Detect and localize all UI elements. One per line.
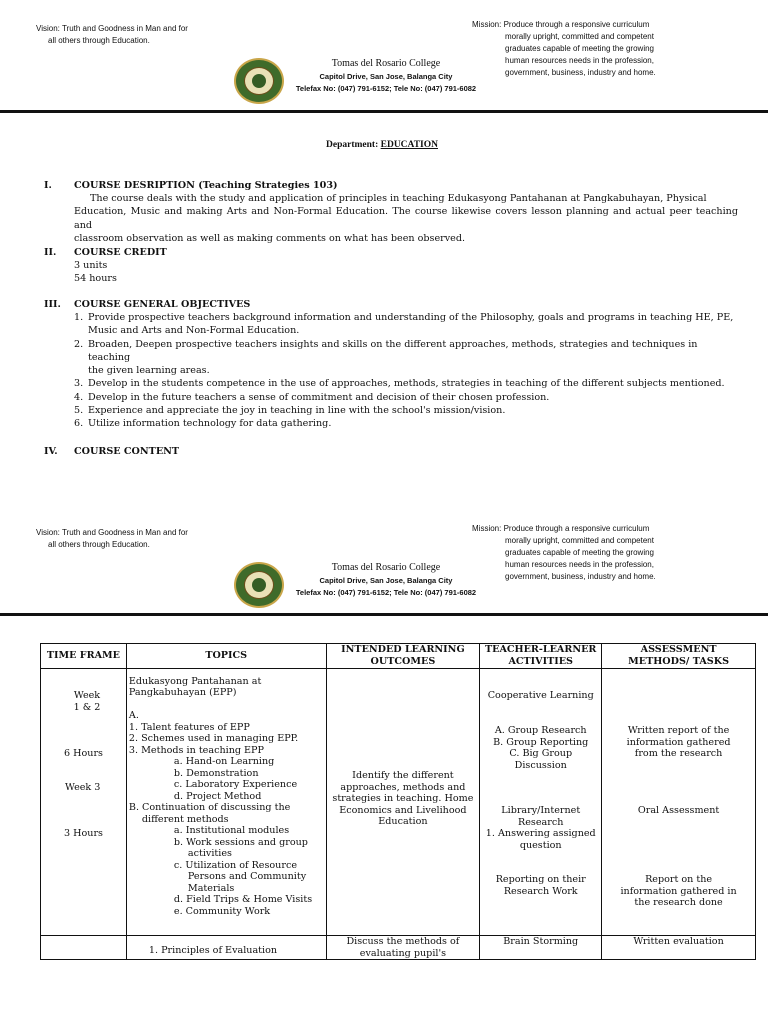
- college-address: Capitol Drive, San Jose, Balanga City: [319, 576, 453, 585]
- vision-line: all others through Education.: [48, 540, 150, 549]
- mission-line: human resources needs in the profession,: [505, 56, 654, 65]
- vision-line: all others through Education.: [48, 36, 150, 45]
- topic-line: 1. Talent features of EPP: [128, 722, 250, 733]
- vision-line: Vision: Truth and Goodness in Man and for: [36, 24, 188, 33]
- department-label: Department: [326, 140, 376, 150]
- mission-line: government, business, industry and home.: [505, 68, 656, 77]
- description-line: The course deals with the study and application of principles in teaching Edukasyong Pantahanan at Pangkabuhayan, Physical: [90, 193, 707, 204]
- assessment-text: Report on the information gathered in the research done: [620, 874, 737, 909]
- topic-line: different methods: [141, 814, 229, 825]
- mission-line: graduates capable of meeting the growing: [505, 44, 654, 53]
- activity-text: Reporting on their Research Work: [495, 874, 586, 897]
- header-assessment: ASSESSMENT METHODS/ TASKS: [602, 644, 756, 669]
- table-row: [41, 936, 756, 960]
- college-info: [286, 561, 486, 599]
- header-activities: TEACHER-LEARNER ACTIVITIES: [480, 644, 602, 669]
- college-address: Capitol Drive, San Jose, Balanga City: [319, 72, 453, 81]
- mission-line: morally upright, committed and competent: [505, 32, 654, 41]
- time-frame-cell: [41, 669, 127, 936]
- vision-statement: [36, 527, 236, 551]
- activity-text: A. Group Research B. Group Reporting C. Big Group Discussion: [493, 725, 589, 771]
- topic-line: b. Demonstration: [173, 768, 259, 779]
- mission-line: graduates capable of meeting the growing: [505, 548, 654, 557]
- topic-line: d. Project Method: [173, 791, 262, 802]
- college-name: Tomas del Rosario College: [331, 58, 441, 69]
- activity-text: Cooperative Learning: [487, 690, 594, 701]
- learning-outcomes-cell: [326, 936, 480, 960]
- topic-line: 3. Methods in teaching EPP: [128, 745, 264, 756]
- topic-line: a. Hand-on Learning: [173, 756, 275, 767]
- table-header-row: [41, 644, 756, 669]
- mission-line: government, business, industry and home.: [505, 572, 656, 581]
- objective-item: 5. Experience and appreciate the joy in teaching in line with the school's mission/vision.: [74, 405, 506, 417]
- table-row: [41, 669, 756, 936]
- section-number: I.: [44, 180, 52, 191]
- mission-statement: [472, 19, 680, 79]
- topic-line: A.: [128, 710, 139, 721]
- vision-line: Vision: Truth and Goodness in Man and for: [36, 528, 188, 537]
- topic-line: Pangkabuhayan (EPP): [128, 687, 237, 698]
- department-line: [326, 140, 438, 150]
- topic-line: b. Work sessions and group: [173, 837, 308, 848]
- course-content-table: [40, 643, 756, 960]
- department-colon: :: [375, 140, 381, 150]
- topic-line: 1. Principles of Evaluation: [148, 945, 278, 956]
- topic-line: e. Community Work: [173, 906, 271, 917]
- vision-statement: [36, 23, 236, 47]
- mission-statement: [472, 523, 680, 583]
- mission-line: Mission: Produce through a responsive curriculum: [472, 20, 650, 29]
- section-number: II.: [44, 247, 57, 258]
- topic-line: c. Utilization of Resource: [173, 860, 298, 871]
- college-name: Tomas del Rosario College: [331, 562, 441, 573]
- activities-cell: [480, 669, 602, 936]
- credit-hours: 54 hours: [74, 273, 117, 285]
- objective-item: 2. Broaden, Deepen prospective teachers insights and skills on the different approaches, methods, strategies and techniques in teaching the given learning areas.: [74, 338, 698, 377]
- topic-line: d. Field Trips & Home Visits: [173, 894, 313, 905]
- learning-outcomes-cell: [326, 669, 480, 936]
- topic-line: Edukasyong Pantahanan at: [128, 676, 262, 687]
- mission-line: Mission: Produce through a responsive curriculum: [472, 524, 650, 533]
- section-title: COURSE DESRIPTION (Teaching Strategies 103): [74, 180, 338, 191]
- hours-label: 3 Hours: [64, 828, 103, 839]
- college-seal-icon: [234, 58, 284, 104]
- objective-item: 3. Develop in the students competence in the use of approaches, methods, strategies in teaching of the different subjects mentioned.: [74, 378, 725, 390]
- topics-cell: [126, 936, 326, 960]
- objectives-list: [74, 311, 738, 431]
- topic-line: c. Laboratory Experience: [173, 779, 298, 790]
- hours-label: 6 Hours: [64, 748, 103, 759]
- department-value: EDUCATION: [380, 140, 438, 150]
- course-credit: [74, 259, 117, 286]
- description-line: Education, Music and making Arts and Non-Formal Education. The course likewise covers lesson planning and actual peer teaching and: [74, 206, 738, 231]
- topic-line: B. Continuation of discussing the: [128, 802, 291, 813]
- description-line: classroom observation as well as making comments on what has been observed.: [74, 232, 466, 244]
- mission-line: morally upright, committed and competent: [505, 536, 654, 545]
- assessment-text: Written report of the information gathered from the research: [626, 725, 731, 760]
- week-label: Week 3: [65, 782, 101, 793]
- college-info: [286, 57, 486, 95]
- topic-line: activities: [187, 848, 232, 859]
- topic-line: 2. Schemes used in managing EPP.: [128, 733, 299, 744]
- topics-cell: [126, 669, 326, 936]
- topic-line: a. Institutional modules: [173, 825, 290, 836]
- topic-line: Materials: [187, 883, 235, 894]
- assessment-cell: [602, 936, 756, 960]
- header-time-frame: TIME FRAME: [41, 644, 127, 669]
- objective-item: 6. Utilize information technology for data gathering.: [74, 418, 332, 430]
- time-frame-cell: [41, 936, 127, 960]
- learning-outcome-text: Identify the different approaches, methods and strategies in teaching. Home Economics and Livelihood Education: [332, 770, 474, 828]
- section-number: IV.: [44, 446, 58, 457]
- header-divider: [0, 110, 768, 113]
- activity-text: Brain Storming: [503, 936, 579, 947]
- header-learning-outcomes: INTENDED LEARNING OUTCOMES: [326, 644, 480, 669]
- objective-item: 1. Provide prospective teachers background information and understanding of the Philosophy, goals and programs in teaching HE, PE, Music and Arts and Non-Formal Education.: [74, 312, 734, 337]
- mission-line: human resources needs in the profession,: [505, 560, 654, 569]
- learning-outcome-text: Discuss the methods of evaluating pupil's: [346, 936, 460, 959]
- college-telefax: Telefax No: (047) 791-6152; Tele No: (047) 791-6082: [295, 588, 477, 597]
- section-title: COURSE CONTENT: [74, 446, 180, 457]
- assessment-text: Oral Assessment: [637, 805, 720, 816]
- header-divider: [0, 613, 768, 616]
- college-telefax: Telefax No: (047) 791-6152; Tele No: (047) 791-6082: [295, 84, 477, 93]
- credit-units: 3 units: [74, 260, 108, 271]
- course-description: [74, 192, 738, 245]
- week-label: Week 1 & 2: [73, 690, 101, 713]
- header-topics: TOPICS: [126, 644, 326, 669]
- section-title: COURSE GENERAL OBJECTIVES: [74, 299, 251, 310]
- activities-cell: [480, 936, 602, 960]
- assessment-cell: [602, 669, 756, 936]
- topic-line: Persons and Community: [187, 871, 307, 882]
- assessment-text: Written evaluation: [633, 936, 724, 947]
- section-number: III.: [44, 299, 61, 310]
- college-seal-icon: [234, 562, 284, 608]
- activity-text: Library/Internet Research 1. Answering assigned question: [485, 805, 596, 851]
- section-title: COURSE CREDIT: [74, 247, 167, 258]
- objective-item: 4. Develop in the future teachers a sense of commitment and decision of their chosen profession.: [74, 391, 550, 403]
